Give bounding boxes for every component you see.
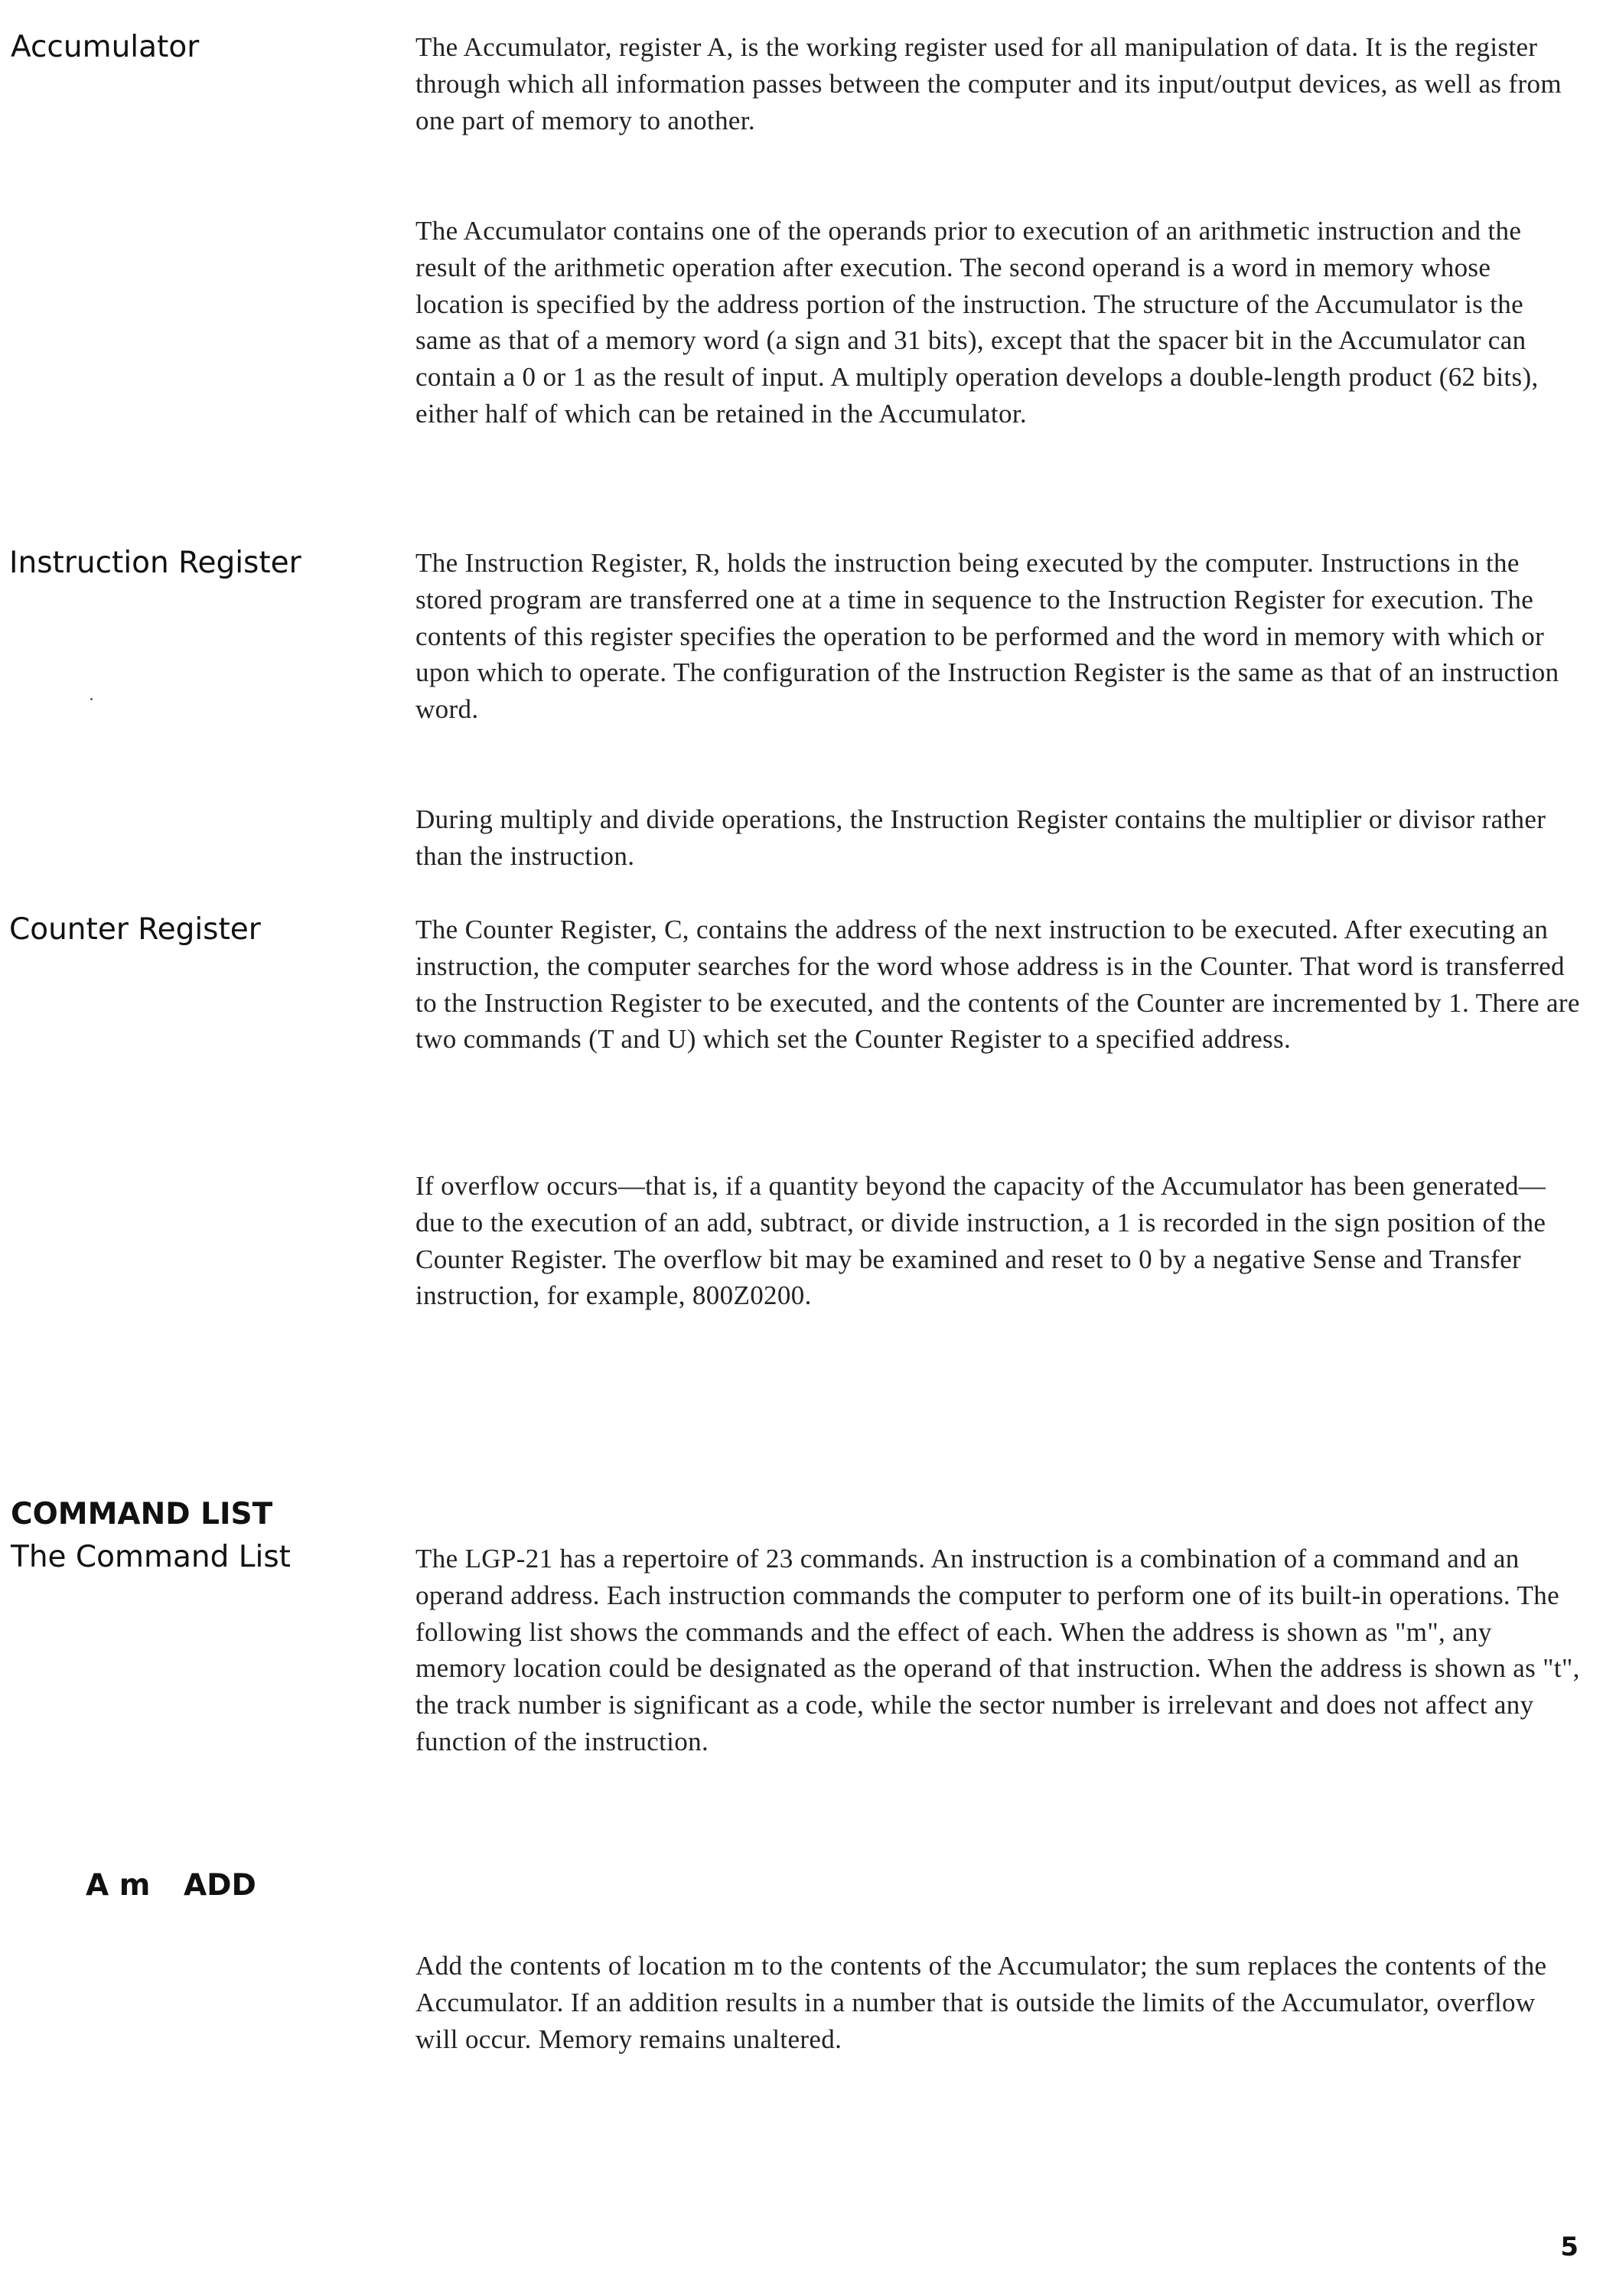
- instruction-register-paragraph-2: During multiply and divide operations, the Instruction Register contains the multiplier or divisor rather than the instruction.: [415, 804, 1546, 871]
- counter-register-paragraph-1: The Counter Register, C, contains the address of the next instruction to be executed. After executing an instruction, the computer searches for the word whose address is in the Counter. That word is transferred to the Instruction Register to be executed, and the contents of the Counter are incremented by 1. There are two commands (T and U) which set the Counter Register to a specified address.: [415, 915, 1580, 1055]
- accumulator-paragraph-2: The Accumulator contains one of the operands prior to execution of an arithmetic instruction and the result of the arithmetic operation after execution. The second operand is a word in memory whose location is specified by the address portion of the instruction. The structure of the Accumulator is the same as that of a memory word (a sign and 31 bits), except that the spacer bit in the Accumulator can contain a 0 or 1 as the result of input. A multiply operation develops a double-length product (62 bits), either half of which can be retained in the Accumulator.: [415, 216, 1539, 429]
- instruction-register-paragraph-1: The Instruction Register, R, holds the instruction being executed by the computer. Instructions in the stored program are transferred one at a time in sequence to the Instruction Register for execution. The contents of this register specifies the operation to be performed and the word in memory with which or upon which to operate. The configuration of the Instruction Register is the same as that of an instruction word.: [415, 548, 1559, 725]
- command-list-paragraph-1: The LGP-21 has a repertoire of 23 commands. An instruction is a combination of a command and an operand address. Each instruction commands the computer to perform one of its built-in operations. The following list shows the commands and the effect of each. When the address is shown as "m", any memory location could be designated as the operand of that instruction. When the address is shown as "t", the track number is significant as a code, while the sector number is irrelevant and does not affect any function of the instruction.: [415, 1544, 1580, 1756]
- page-number: 5: [1560, 2232, 1579, 2262]
- add-command-name: ADD: [184, 1868, 256, 1903]
- command-list-heading: The Command List: [11, 1540, 291, 1574]
- counter-register-heading: Counter Register: [9, 912, 261, 947]
- scan-speck: [90, 698, 93, 700]
- add-command-description: Add the contents of location m to the contents of the Accumulator; the sum replaces the contents of the Accumulator. If an addition results in a number that is outside the limits of the Accumulator, overflow will occur. Memory remains unaltered.: [415, 1951, 1547, 2054]
- instruction-register-heading: Instruction Register: [9, 546, 301, 580]
- command-list-title: COMMAND LIST: [11, 1497, 273, 1531]
- accumulator-paragraph-1: The Accumulator, register A, is the working register used for all manipulation of data. It is the register through which all information passes between the computer and its input/output devices, as well as from one part of memory to another.: [415, 32, 1562, 135]
- counter-register-paragraph-2: If overflow occurs—that is, if a quantity beyond the capacity of the Accumulator has been generated—due to the execution of an add, subtract, or divide instruction, a 1 is recorded in the sign position of the Counter Register. The overflow bit may be examined and reset to 0 by a negative Sense and Transfer instruction, for example, 800Z0200.: [415, 1171, 1546, 1311]
- add-command-code: A m: [86, 1868, 151, 1903]
- accumulator-heading: Accumulator: [11, 30, 200, 64]
